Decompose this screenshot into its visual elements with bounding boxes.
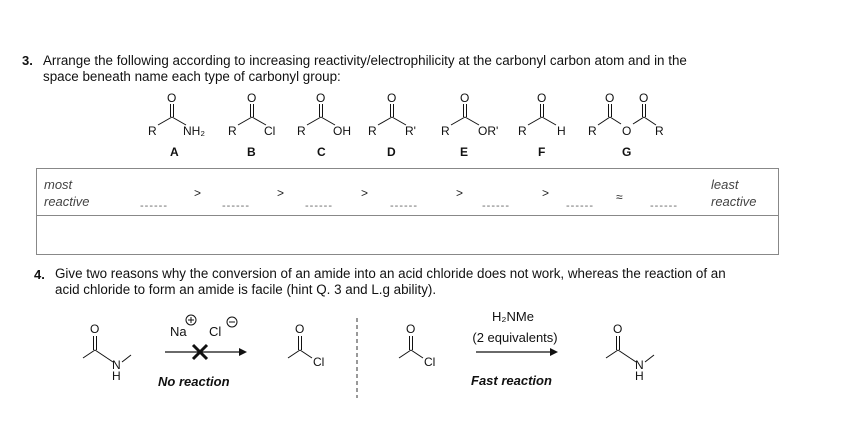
- acid-chloride-skeleton: [393, 318, 453, 378]
- molecule-f: [515, 90, 580, 150]
- reactive-label: reactive: [711, 194, 757, 209]
- minus-charge-icon: [226, 316, 238, 328]
- fast-reaction-label: Fast reaction: [471, 373, 552, 388]
- question-4-text-line1: Give two reasons why the conversion of an amide into an acid chloride does not work, whereas the reaction of an: [55, 266, 726, 281]
- molecule-letter-b: B: [247, 145, 256, 159]
- oxygen-label: O: [406, 322, 416, 336]
- r-group-label: R: [588, 124, 597, 138]
- substituent-label: H: [557, 124, 566, 138]
- carbonyl-structure: [225, 90, 295, 150]
- chlorine-label: Cl: [313, 355, 325, 369]
- oxygen-label: O: [387, 91, 397, 105]
- methylamine-reagent: H₂NMe: [492, 309, 534, 324]
- carbonyl-structure: [515, 90, 580, 150]
- chlorine-label: Cl: [424, 355, 436, 369]
- ranking-separator: >: [361, 186, 369, 200]
- ranking-blank[interactable]: ------: [140, 200, 168, 212]
- question-4-number: 4.: [34, 267, 45, 282]
- acid-chloride-product: [282, 318, 342, 378]
- molecule-e: [438, 90, 513, 150]
- amide-skeleton: [75, 318, 145, 388]
- no-reaction-label: No reaction: [158, 374, 230, 389]
- substituent-label: Cl: [264, 124, 276, 138]
- oxygen-label: O: [90, 322, 100, 336]
- oxygen-label: O: [639, 91, 649, 105]
- molecule-letter-c: C: [317, 145, 326, 159]
- oxygen-label: O: [247, 91, 257, 105]
- r-group-label: R: [297, 124, 306, 138]
- most-label: most: [44, 177, 73, 192]
- plus-charge-icon: [185, 314, 197, 326]
- molecule-letter-e: E: [460, 145, 469, 159]
- molecule-g: [585, 90, 685, 150]
- substituent-label: OH: [333, 124, 351, 138]
- dashed-divider: [355, 318, 359, 398]
- molecule-letter-g: G: [622, 145, 632, 159]
- bridging-oxygen-label: O: [622, 124, 632, 138]
- acid-chloride-skeleton: [282, 318, 342, 378]
- question-3-number: 3.: [22, 53, 33, 68]
- sodium-chloride-reagent: [170, 318, 250, 340]
- blocked-reaction-arrow: [163, 342, 248, 362]
- hydrogen-label: H: [635, 369, 644, 383]
- substituent-label: NH₂: [183, 124, 205, 138]
- oxygen-label: O: [167, 91, 177, 105]
- anhydride-structure: [585, 90, 685, 150]
- r-group-label: R: [655, 124, 664, 138]
- ranking-separator: >: [277, 186, 285, 200]
- substituent-label: R': [405, 124, 416, 138]
- oxygen-label: O: [613, 322, 623, 336]
- hydrogen-label: H: [112, 369, 121, 383]
- ranking-blank[interactable]: ------: [222, 200, 250, 212]
- carbonyl-structure: [365, 90, 435, 150]
- ranking-blank[interactable]: ------: [566, 200, 594, 212]
- answer-box[interactable]: [36, 215, 779, 255]
- r-group-label: R: [368, 124, 377, 138]
- amide-skeleton: [598, 318, 668, 388]
- substituent-label: OR': [478, 124, 499, 138]
- carbonyl-structure: [294, 90, 364, 150]
- question-4-text-line2: acid chloride to form an amide is facile (hint Q. 3 and L.g ability).: [55, 282, 437, 297]
- ranking-blank[interactable]: ------: [390, 200, 418, 212]
- sodium-label: Na: [170, 324, 187, 339]
- carbonyl-structure: [145, 90, 215, 150]
- molecule-d: [365, 90, 435, 150]
- amide-structure-left: [75, 318, 145, 388]
- oxygen-label: O: [295, 322, 305, 336]
- molecule-letter-d: D: [387, 145, 396, 159]
- oxygen-label: O: [316, 91, 326, 105]
- ranking-blank[interactable]: ------: [650, 200, 678, 212]
- nitrogen-label: N: [112, 358, 121, 372]
- reaction-arrow: [474, 346, 559, 358]
- molecule-c: [294, 90, 364, 150]
- carbonyl-structure: [438, 90, 513, 150]
- ranking-blank[interactable]: ------: [482, 200, 510, 212]
- r-group-label: R: [148, 124, 157, 138]
- most-reactive-label: [44, 176, 90, 210]
- ranking-separator: >: [194, 186, 202, 200]
- reactive-label: reactive: [44, 194, 90, 209]
- least-label: least: [711, 177, 739, 192]
- r-group-label: R: [228, 124, 237, 138]
- chloride-label: Cl: [209, 324, 222, 339]
- ranking-separator: >: [456, 186, 464, 200]
- molecule-letter-a: A: [170, 145, 179, 159]
- molecule-letter-f: F: [538, 145, 546, 159]
- least-reactive-label: [711, 176, 757, 210]
- question-3-text-line1: Arrange the following according to increasing reactivity/electrophilicity at the carbonyl carbon atom and in the: [43, 53, 687, 68]
- oxygen-label: O: [537, 91, 547, 105]
- ranking-blank[interactable]: ------: [305, 200, 333, 212]
- ranking-approx-separator: ≈: [616, 190, 623, 204]
- r-group-label: R: [518, 124, 527, 138]
- molecule-a: [145, 90, 215, 150]
- oxygen-label: O: [605, 91, 615, 105]
- question-3-text-line2: space beneath name each type of carbonyl group:: [43, 69, 341, 84]
- amide-structure-right: [598, 318, 668, 388]
- ranking-separator: >: [542, 186, 550, 200]
- r-group-label: R: [441, 124, 450, 138]
- molecule-b: [225, 90, 295, 150]
- nitrogen-label: N: [635, 358, 644, 372]
- oxygen-label: O: [460, 91, 470, 105]
- equivalents-label: (2 equivalents): [472, 330, 558, 345]
- acid-chloride-reactant: [393, 318, 453, 378]
